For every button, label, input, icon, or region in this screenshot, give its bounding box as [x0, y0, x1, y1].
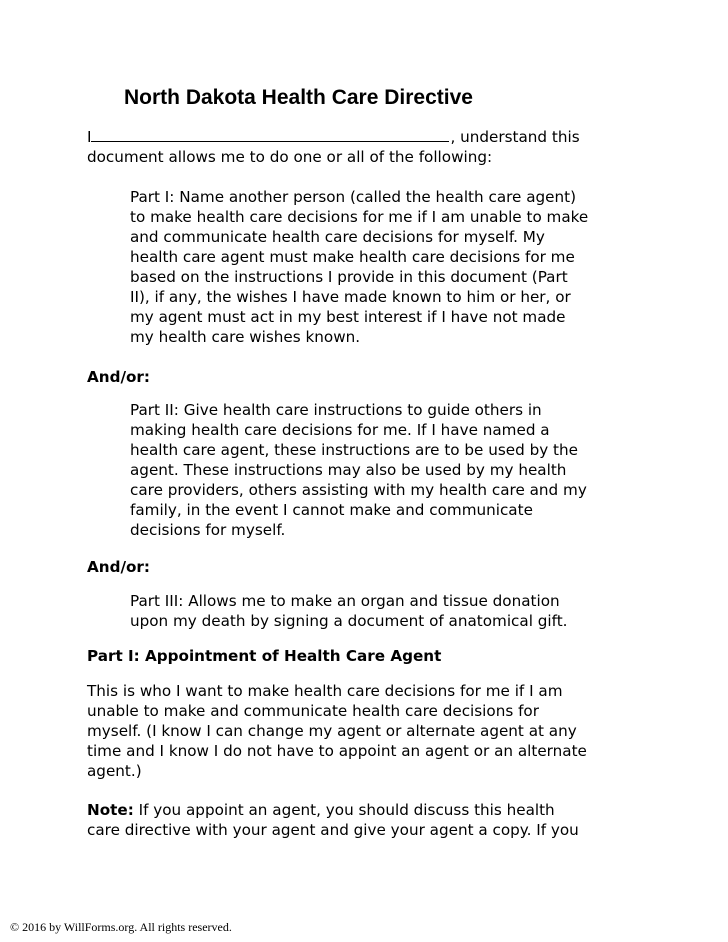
part1-line: health care agent must make health care decisions for me [130, 248, 575, 266]
and-or-label: And/or: [87, 368, 150, 386]
part1-line: II), if any, the wishes I have made known to him or her, or [130, 288, 571, 306]
note-text: If you appoint an agent, you should discuss this health [133, 801, 555, 819]
part2-line: decisions for myself. [130, 521, 286, 539]
note-paragraph [87, 800, 579, 840]
section-body-line: agent.) [87, 762, 142, 780]
and-or-label: And/or: [87, 558, 150, 576]
section-body-line: unable to make and communicate health care decisions for [87, 702, 539, 720]
part1-line: and communicate health care decisions for myself. My [130, 228, 545, 246]
part1-line: Part I: Name another person (called the health care agent) [130, 188, 576, 206]
section-body-paragraph [87, 681, 587, 781]
intro-line-1 [87, 127, 580, 147]
name-blank-field[interactable] [91, 127, 449, 142]
part2-line: care providers, others assisting with my health care and my [130, 481, 587, 499]
intro-prefix: I [87, 128, 92, 146]
part1-line: my health care wishes known. [130, 328, 361, 346]
part3-option-paragraph [130, 591, 567, 631]
part2-option-paragraph [130, 400, 587, 540]
section-body-line: This is who I want to make health care decisions for me if I am [87, 682, 563, 700]
part2-line: making health care decisions for me. If I have named a [130, 421, 550, 439]
part2-line: agent. These instructions may also be used by my health [130, 461, 567, 479]
part1-option-paragraph [130, 187, 588, 347]
section-body-line: myself. (I know I can change my agent or alternate agent at any [87, 722, 577, 740]
part2-line: health care agent, these instructions are to be used by the [130, 441, 578, 459]
part1-line: to make health care decisions for me if I am unable to make [130, 208, 589, 226]
intro-suffix: , understand this [450, 128, 580, 146]
copyright-footer: © 2016 by WillForms.org. All rights reserved. [10, 920, 232, 934]
part3-line: upon my death by signing a document of anatomical gift. [130, 612, 568, 630]
section-heading: Part I: Appointment of Health Care Agent [87, 647, 442, 665]
note-label: Note: [87, 801, 134, 819]
document-title: North Dakota Health Care Directive [124, 86, 473, 109]
part2-line: Part II: Give health care instructions to guide others in [130, 401, 542, 419]
note-line-2: care directive with your agent and give your agent a copy. If you [87, 821, 579, 839]
note-line-1 [87, 800, 579, 820]
intro-line-2: document allows me to do one or all of the following: [87, 148, 493, 166]
section-body-line: time and I know I do not have to appoint an agent or an alternate [87, 742, 587, 760]
part1-line: my agent must act in my best interest if I have not made [130, 308, 566, 326]
intro-paragraph [87, 127, 580, 167]
part2-line: family, in the event I cannot make and communicate [130, 501, 533, 519]
part1-line: based on the instructions I provide in this document (Part [130, 268, 568, 286]
part3-line: Part III: Allows me to make an organ and tissue donation [130, 592, 560, 610]
